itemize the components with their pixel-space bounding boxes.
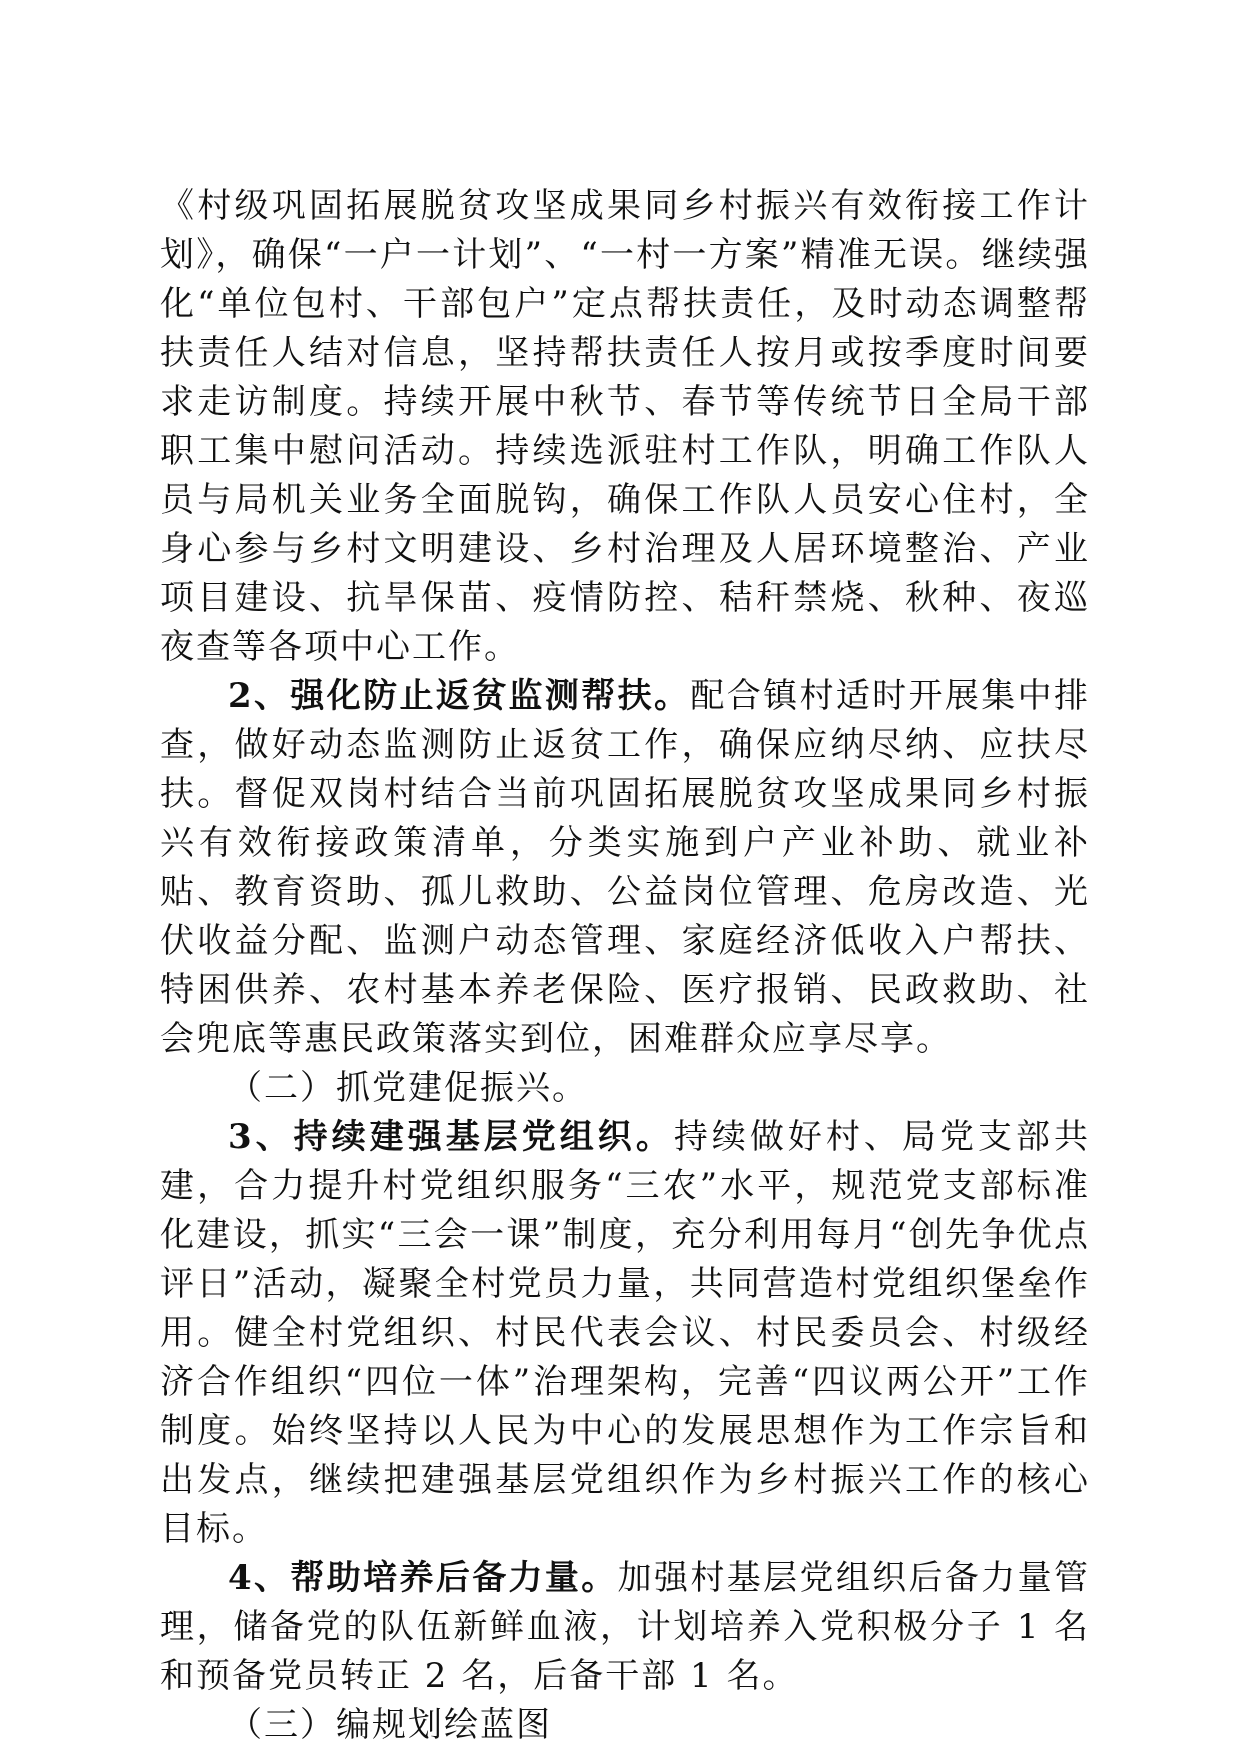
- item-3-body: 持续做好村、局党支部共建，合力提升村党组织服务“三农”水平，规范党支部标准化建设，抓实“三会一课”制度，充分利用每月“创先争优点评日”活动，凝聚全村党员力量，共同营造村党组织堡垒作用。健全村党组织、村民代表会议、村民委员会、村级经济合作组织“四位一体”治理架构，完善“四议两公开”工作制度。始终坚持以人民为中心的发展思想作为工作宗旨和出发点，继续把建强基层党组织作为乡村振兴工作的核心目标。: [160, 1117, 1090, 1549]
- paragraph-reserve-talent: [160, 1554, 1090, 1701]
- section-heading-planning: （三）编规划绘蓝图: [228, 1705, 552, 1745]
- section-heading-party-building: （二）抓党建促振兴。: [228, 1068, 588, 1108]
- item-2-heading: 2、强化防止返贫监测帮扶。: [228, 676, 691, 716]
- paragraph-work-plan: 《村级巩固拓展脱贫攻坚成果同乡村振兴有效衔接工作计划》，确保“一户一计划”、“一村一方案”精准无误。继续强化“单位包村、干部包户”定点帮扶责任，及时动态调整帮扶责任人结对信息，坚持帮扶责任人按月或按季度时间要求走访制度。持续开展中秋节、春节等传统节日全局干部职工集中慰问活动。持续选派驻村工作队，明确工作队人员与局机关业务全面脱钩，确保工作队人员安心住村，全身心参与乡村文明建设、乡村治理及人居环境整治、产业项目建设、抗旱保苗、疫情防控、秸秆禁烧、秋种、夜巡夜查等各项中心工作。: [160, 186, 1090, 667]
- item-3-heading: 3、持续建强基层党组织。: [228, 1117, 674, 1157]
- item-4-body: 加强村基层党组织后备力量管理，储备党的队伍新鲜血液，计划培养入党积极分子 1 名和预备党员转正 2 名，后备干部 1 名。: [160, 1558, 1090, 1696]
- item-2-body: 配合镇村适时开展集中排查，做好动态监测防止返贫工作，确保应纳尽纳、应扶尽扶。督促双岗村结合当前巩固拓展脱贫攻坚成果同乡村振兴有效衔接政策清单，分类实施到户产业补助、就业补贴、教育资助、孤儿救助、公益岗位管理、危房改造、光伏收益分配、监测户动态管理、家庭经济低收入户帮扶、特困供养、农村基本养老保险、医疗报销、民政救助、社会兜底等惠民政策落实到位，困难群众应享尽享。: [160, 676, 1090, 1059]
- item-4-heading: 4、帮助培养后备力量。: [228, 1558, 618, 1598]
- paragraph-grassroots-party: [160, 1113, 1090, 1554]
- document-page: [160, 182, 1090, 1750]
- paragraph-monitoring-support: [160, 672, 1090, 1064]
